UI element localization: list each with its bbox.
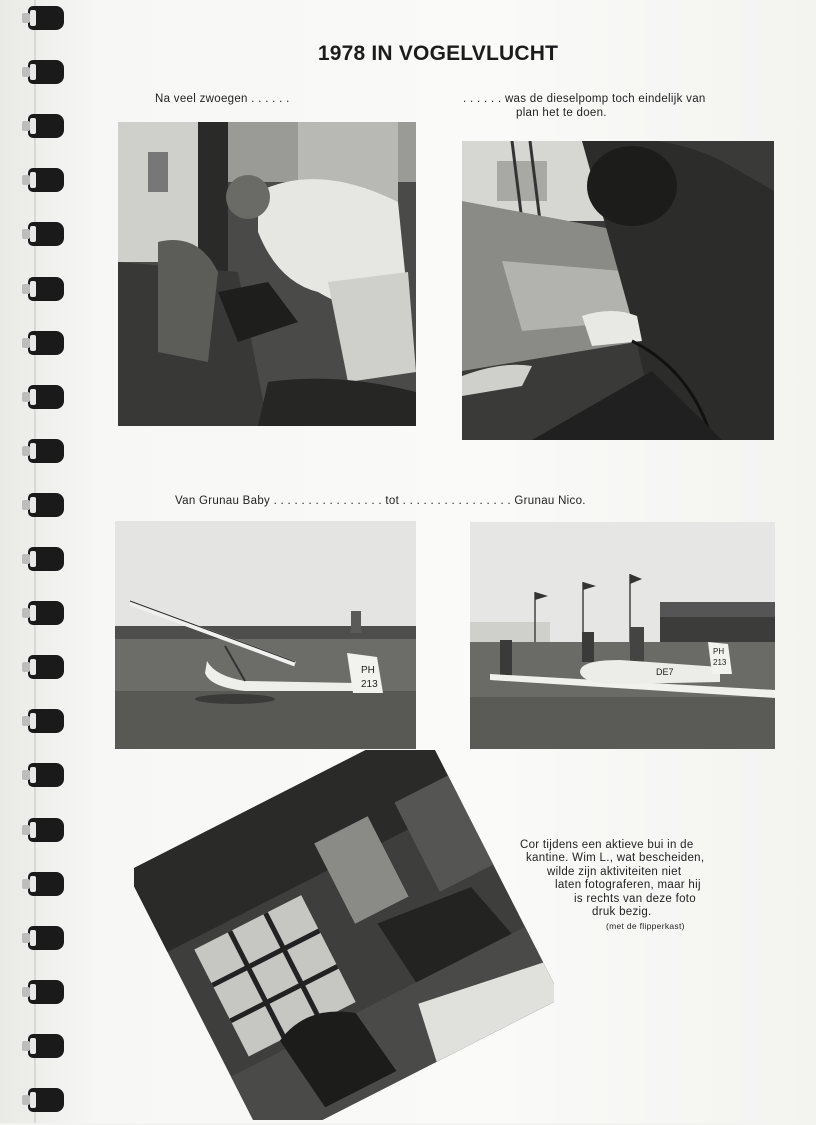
blurb-line: is rechts van deze foto <box>574 892 696 905</box>
caption-top-left: Na veel zwoegen . . . . . . <box>155 93 290 105</box>
photo-grunau-baby <box>115 521 416 749</box>
glider-tail-marking-ph: PH <box>713 647 725 656</box>
binding-ring <box>22 439 66 463</box>
blurb-line: druk bezig. <box>592 906 652 919</box>
canteen-caption <box>520 839 740 934</box>
binding-ring <box>22 114 66 138</box>
binding-ring <box>22 547 66 571</box>
binding-ring <box>22 493 66 517</box>
page-title: 1978 IN VOGELVLUCHT <box>317 42 559 65</box>
photo-grunau-nico <box>470 522 775 749</box>
glider-marking-ph: PH <box>361 665 375 676</box>
photo-man-working <box>118 122 416 426</box>
binding-ring <box>22 763 66 787</box>
binding-ring <box>22 926 66 950</box>
binding-ring <box>22 331 66 355</box>
photo-canteen-rotated <box>134 750 554 1120</box>
binding-ring <box>22 1088 66 1112</box>
binding-ring <box>22 709 66 733</box>
caption-top-right-line2: plan het te doen. <box>516 107 607 119</box>
binding-ring <box>22 222 66 246</box>
binding-ring <box>22 277 66 301</box>
binding-ring <box>22 818 66 842</box>
caption-top-right-line1: . . . . . . was de dieselpomp toch eindelijk van <box>463 93 706 105</box>
binding-ring <box>22 601 66 625</box>
blurb-line: wilde zijn aktiviteiten niet <box>547 865 682 878</box>
binding-ring <box>22 1034 66 1058</box>
blurb-note: (met de flipperkast) <box>606 921 685 932</box>
blurb-line: Cor tijdens een aktieve bui in de <box>520 839 694 851</box>
binding-ring <box>22 655 66 679</box>
binding-ring <box>22 385 66 409</box>
binding-ring <box>22 168 66 192</box>
blurb-line: laten fotograferen, maar hij <box>555 879 701 892</box>
blurb-line: kantine. Wim L., wat bescheiden, <box>526 852 705 865</box>
photo-diesel-pump <box>462 141 774 440</box>
binding-ring <box>22 872 66 896</box>
binding-ring <box>22 6 66 30</box>
binding-ring <box>22 980 66 1004</box>
glider-fuselage-marking: DE7 <box>656 667 674 677</box>
caption-middle: Van Grunau Baby . . . . . . . . . . . . . . . . tot . . . . . . . . . . . . . . . . Grunau Nico. <box>175 495 586 507</box>
glider-marking-number: 213 <box>361 679 378 690</box>
glider-tail-marking-number: 213 <box>713 658 727 667</box>
